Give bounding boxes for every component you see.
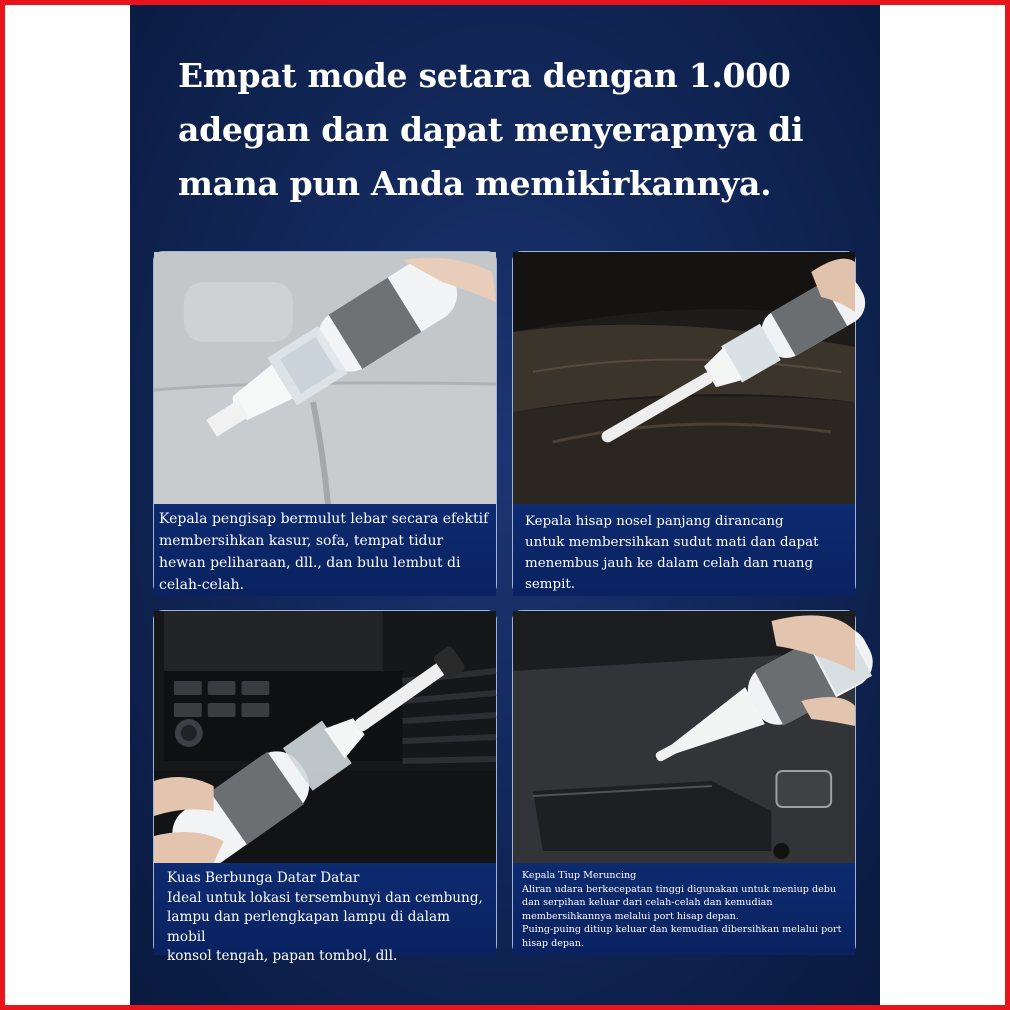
feature-card-brush-head: [153, 610, 497, 964]
caption-line: Kepala pengisap bermulut lebar secara efektif: [159, 511, 489, 527]
caption-line: konsol tengah, papan tombol, dll.: [167, 948, 398, 964]
feature-card-wide-mouth: [153, 251, 497, 595]
headline-line-1: Empat mode setara dengan 1.000: [178, 56, 791, 95]
caption-line: membersihkan kasur, sofa, tempat tidur: [159, 533, 444, 549]
card-caption: [154, 504, 496, 596]
caption-line: membersihkannya melalui port hisap depan.: [522, 910, 739, 922]
caption-line: lampu dan perlengkapan lampu di dalam mobil: [167, 909, 450, 945]
headline-line-2: adegan dan dapat menyerapnya di: [178, 110, 804, 149]
car-seat-vacuum-photo: [513, 252, 855, 504]
caption-title: Kuas Berbunga Datar Datar: [167, 870, 360, 886]
caption-line: Kepala hisap nosel panjang dirancang: [525, 514, 784, 529]
caption-line: Aliran udara berkecepatan tinggi digunakan untuk meniup debu: [522, 883, 837, 895]
caption-line: dan serpihan keluar dari celah-celah dan kemudian: [522, 897, 773, 909]
headline-line-3: mana pun Anda memikirkannya.: [178, 164, 772, 203]
card-caption: [154, 863, 496, 964]
caption-line: sempit.: [525, 577, 575, 592]
caption-title: Kepala Tiup Meruncing: [522, 870, 637, 881]
caption-line: hewan peliharaan, dll., dan bulu lembut di: [159, 555, 461, 571]
feature-card-long-nozzle: [512, 251, 856, 595]
card-caption: [513, 863, 855, 955]
caption-line: menembus jauh ke dalam celah dan ruang: [525, 556, 814, 571]
card-caption: [513, 504, 855, 596]
feature-card-tapered-blow-head: [512, 610, 856, 955]
caption-line: untuk membersihkan sudut mati dan dapat: [525, 535, 819, 550]
headline: [178, 49, 858, 211]
product-panel: [130, 5, 880, 1005]
car-trunk-vacuum-photo: [513, 611, 855, 863]
sofa-vacuum-photo: [154, 252, 496, 504]
caption-line: Ideal untuk lokasi tersembunyi dan cembung,: [167, 889, 483, 906]
caption-line: Puing-puing ditiup keluar dan kemudian dibersihkan melalui port: [522, 924, 842, 936]
caption-line: hisap depan.: [522, 937, 584, 949]
car-console-vacuum-photo: [154, 611, 496, 863]
caption-line: celah-celah.: [159, 577, 245, 593]
